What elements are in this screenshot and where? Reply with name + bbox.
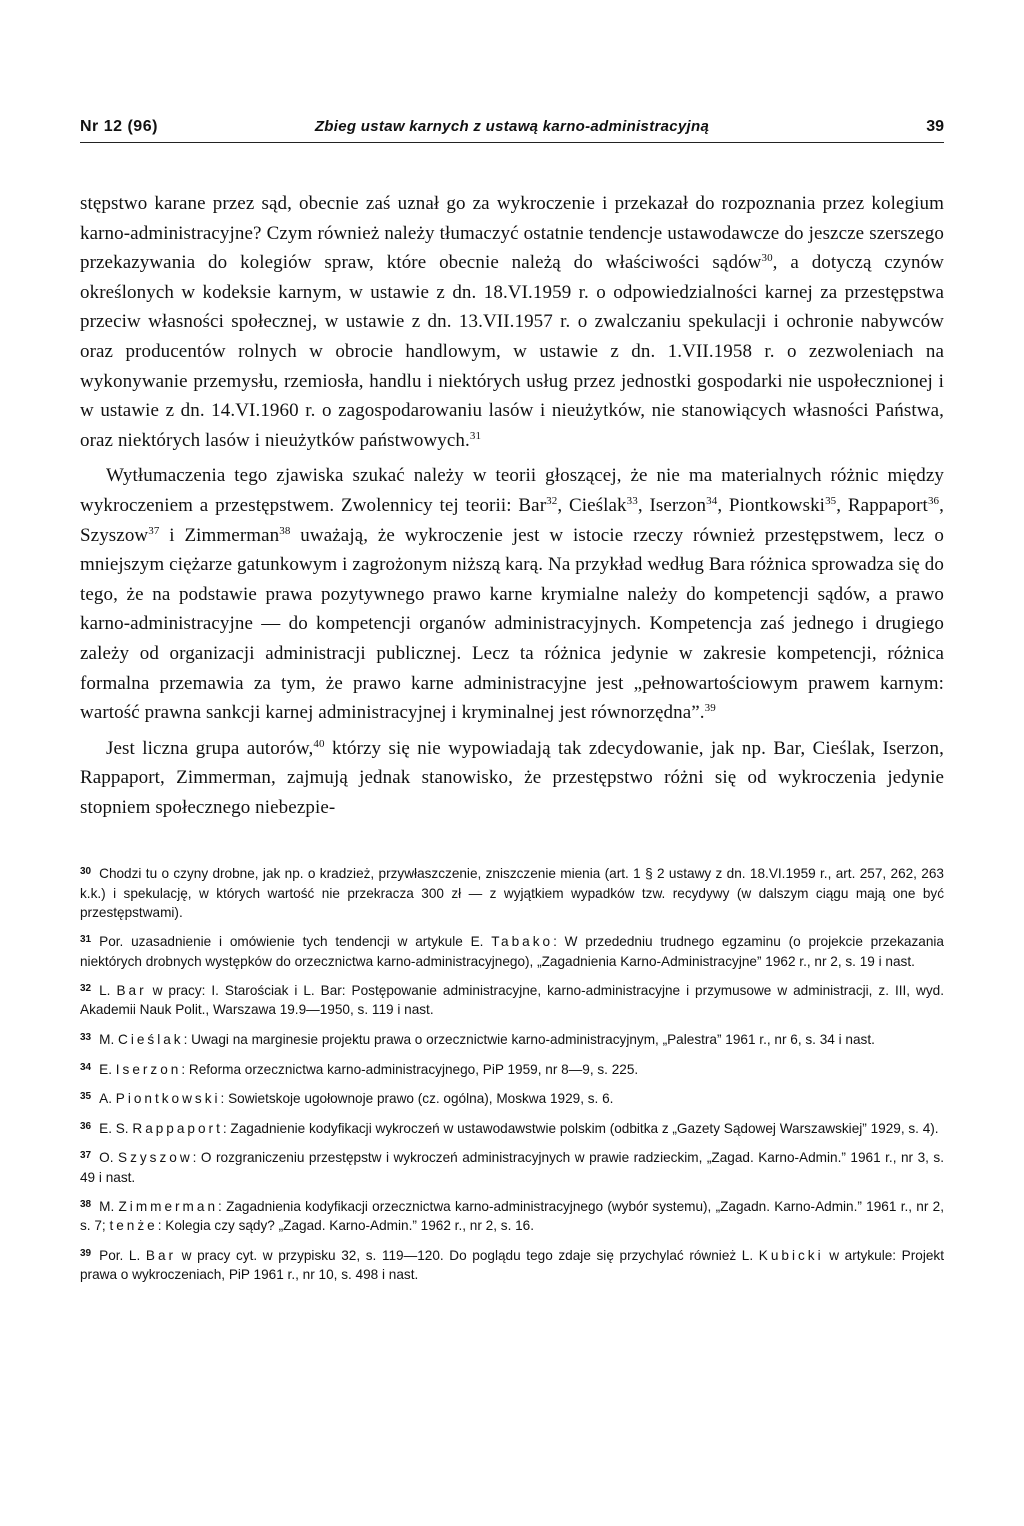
footnote-number: 36 bbox=[80, 1120, 92, 1132]
footnote-number: 39 bbox=[80, 1248, 92, 1260]
footnote bbox=[80, 862, 944, 922]
paragraph bbox=[80, 189, 944, 455]
footnote-ref: 32 bbox=[546, 494, 558, 507]
page bbox=[80, 112, 944, 1293]
footnote-ref: 38 bbox=[279, 524, 291, 537]
paragraph-text: stępstwo karane przez sąd, obecnie zaś uznał go za wykroczenie i przekazał do rozpoznania przez kolegium karno-administracyjne? Czym również należy tłumaczyć ostatnie tendencje ustawodawcze do jeszcze szerszego przekazywania do kolegiów spraw, które obecnie należą do właściwości sądów bbox=[80, 193, 944, 274]
footnote-author: Tabako bbox=[491, 934, 554, 950]
footnote-number: 35 bbox=[80, 1091, 92, 1103]
footnote-ref: 33 bbox=[626, 494, 638, 507]
footnote-author: Rappaport bbox=[132, 1120, 223, 1136]
paragraph-text: , a dotyczą czynów określonych w kodeksie karnym, w ustawie z dn. 18.VI.1959 r. o odpowiedzialności karnej za przestępstwa przeciw własności społecznej, w ustawie z dn. 13.VII.1957 r. o zwalczaniu spekulacji i ochronie nabywców oraz producentów rolnych w obrocie handlowym, w ustawie z dn. 1.VII.1958 r. o zezwoleniach na wykonywanie przemysłu, rzemiosła, handlu i niektórych usług przez jednostki gospodarki nie uspołecznionej i w ustawie z dn. 14.VI.1960 r. o zagospodarowaniu lasów i nieużytków, nie stanowiących własności Państwa, oraz niektórych lasów i nieużytków państwowych. bbox=[80, 252, 944, 451]
footnote-ref: 30 bbox=[761, 252, 773, 265]
paragraph-text: , Piontkowski bbox=[717, 494, 826, 516]
footnote-ref: 31 bbox=[469, 429, 482, 442]
footnotes bbox=[80, 862, 944, 1284]
body-text bbox=[80, 189, 944, 822]
footnote-text: w artykule: Projekt prawa o wykroczeniach, PiP 1961 r., nr 10, s. 498 i nast. bbox=[80, 1248, 944, 1283]
footnote bbox=[80, 1058, 944, 1079]
footnote-text: : Zagadnienie kodyfikacji wykroczeń w ustawodawstwie polskim (odbitka z „Gazety Sądowej Warszawskiej” 1929, s. 4). bbox=[222, 1120, 939, 1136]
footnote-text: A. bbox=[99, 1091, 116, 1107]
footnote-text: M. bbox=[99, 1199, 119, 1215]
footnote-author: Kubicki bbox=[758, 1248, 824, 1264]
page-number: 39 bbox=[926, 118, 944, 135]
footnote-text: Por. uzasadnienie i omówienie tych tendencji w artykule E. bbox=[99, 934, 492, 950]
footnote bbox=[80, 1087, 944, 1108]
footnote-text: w pracy cyt. w przypisku 32, s. 119—120. Do poglądu tego zdaje się przychylać również L. bbox=[176, 1248, 759, 1264]
footnote-author: Cieślak bbox=[118, 1032, 184, 1048]
footnote-author: tenże bbox=[109, 1218, 158, 1234]
issue-number: Nr 12 (96) bbox=[80, 118, 158, 135]
paragraph-text: którzy się nie wypowiadają tak zdecydowanie, jak np. Bar, Cieślak, Iserzon, Rappaport, Zimmerman, zajmują jednak stanowisko, że przestępstwo różni się od wykroczenia jedynie stopniem społecznego niebezpie- bbox=[80, 737, 944, 818]
footnote-author: Bar bbox=[116, 983, 147, 999]
paragraph-text: uważają, że wykroczenie jest w istocie rzeczy również przestępstwem, lecz o mniejszym ciężarze gatunkowym i zagrożonym niższą karą. Na przykład według Bara różnica sprowadza się do tego, że na podstawie prawa pozytywnego prawo karne krymialne należy do kompetencji sądów, a prawo karno-administracyjne — do kompetencji organów administracyjnych. Kompetencja zaś jednego i drugiego zależy od organizacji administracji publicznej. Lecz ta różnica jedynie w zakresie kompetencji, różnica formalna przemawia za tym, że prawo karne administracyjne jest „pełnowartościowym prawem karnym: wartość prawna sankcji karnej administracyjnej i kryminalnej jest równorzędna”. bbox=[80, 524, 944, 724]
footnote-text: : Reforma orzecznictwa karno-administracyjnego, PiP 1959, nr 8—9, s. 225. bbox=[181, 1061, 639, 1077]
paragraph-text: Wytłumaczenia tego zjawiska szukać należy w teorii głoszącej, że nie ma materialnych różnic między wykroczeniem a przestępstwem. Zwolennicy tej teorii: Bar bbox=[80, 465, 944, 516]
footnote-text: M. bbox=[99, 1032, 119, 1048]
footnote-text: : W przededniu trudnego egzaminu (o projekcie przekazania niektórych drobnych występków do orzecznictwa karno-administracyjnego), „Zagadnienia Karno-Administracyjne” 1962 r., nr 2, s. 19 i nast. bbox=[80, 934, 944, 969]
footnote-ref: 36 bbox=[927, 494, 940, 507]
footnote-ref: 37 bbox=[148, 524, 160, 537]
footnote-text: : Sowietskoje ugołownoje prawo (cz. ogólna), Moskwa 1929, s. 6. bbox=[220, 1091, 614, 1107]
footnote-text: : Zagadnienia kodyfikacji orzecznictwa karno-administracyjnego (wybór systemu), „Zagadn. Karno-Admin.” 1961 r., nr 2, s. 7; bbox=[80, 1199, 944, 1234]
running-title: Zbieg ustaw karnych z ustawą karno-administracyjną bbox=[314, 118, 710, 135]
paragraph-text: , Iserzon bbox=[637, 494, 707, 516]
footnote-number: 34 bbox=[80, 1061, 92, 1073]
footnote-text: w pracy: I. Starościak i L. Bar: Postępowanie administracyjne, karno-administracyjne i przymusowe w administracji, z. III, wyd. Akademii Nauk Polit., Warszawa 19.9—1950, s. 119 i nast. bbox=[80, 983, 945, 1018]
footnote bbox=[80, 1117, 944, 1138]
running-head bbox=[80, 112, 944, 143]
footnote-text: Por. L. bbox=[99, 1248, 146, 1264]
footnote-ref: 35 bbox=[825, 494, 837, 507]
paragraph-text: , Szyszow bbox=[80, 494, 944, 546]
footnote-number: 38 bbox=[80, 1199, 92, 1211]
footnote-number: 37 bbox=[80, 1150, 92, 1162]
footnote-text: : Uwagi na marginesie projektu prawa o orzecznictwie karno-administracyjnym, „Palestra” 1961 r., nr 6, s. 34 i nast. bbox=[183, 1032, 875, 1048]
paragraph-text: Jest liczna grupa autorów, bbox=[106, 737, 314, 759]
footnote-author: Piontkowski bbox=[115, 1091, 221, 1107]
footnote-number: 30 bbox=[80, 866, 92, 878]
footnote-ref: 39 bbox=[704, 702, 716, 715]
footnote bbox=[80, 1195, 944, 1235]
footnote-author: Iserzon bbox=[115, 1061, 182, 1077]
footnote-ref: 40 bbox=[313, 737, 325, 750]
footnote-text: E. bbox=[99, 1061, 116, 1077]
paragraph bbox=[80, 734, 944, 823]
footnote-text: : Kolegia czy sądy? „Zagad. Karno-Admin.” 1962 r., nr 2, s. 16. bbox=[157, 1218, 535, 1234]
footnote bbox=[80, 1146, 944, 1186]
footnote-text: Chodzi tu o czyny drobne, jak np. o kradzież, przywłaszczenie, zniszczenie mienia (art. 1 § 2 ustawy z dn. 18.VI.1959 r., art. 257, 262, 263 k.k.) i spekulację, w których wartość nie przekracza 300 zł — z wyjątkiem wypadków tzw. recydywy (w dalszym ciągu mają one być przestępstwami). bbox=[80, 866, 944, 920]
footnote-text: E. S. bbox=[99, 1120, 133, 1136]
footnote-number: 31 bbox=[80, 934, 92, 946]
footnote bbox=[80, 1244, 944, 1284]
footnote-ref: 34 bbox=[706, 494, 718, 507]
paragraph-text: , Cieślak bbox=[557, 494, 627, 516]
paragraph bbox=[80, 461, 944, 727]
footnote-number: 32 bbox=[80, 983, 92, 995]
footnote bbox=[80, 979, 944, 1019]
footnote-author: Zimmerman bbox=[118, 1199, 219, 1215]
paragraph-text: i Zimmerman bbox=[159, 524, 280, 546]
footnote-text: : O rozgraniczeniu przestępstw i wykroczeń administracyjnych w prawie radzieckim, „Zagad. Karno-Admin.” 1961 r., nr 3, s. 49 i nast. bbox=[80, 1150, 944, 1185]
footnote-author: Szyszow bbox=[118, 1150, 193, 1166]
paragraph-text: , Rappaport bbox=[836, 494, 928, 516]
footnote bbox=[80, 930, 944, 970]
footnote-text: O. bbox=[99, 1150, 118, 1166]
footnote-author: Bar bbox=[145, 1248, 177, 1264]
footnote-text: L. bbox=[99, 983, 117, 999]
footnote-number: 33 bbox=[80, 1032, 92, 1044]
footnote bbox=[80, 1028, 944, 1049]
